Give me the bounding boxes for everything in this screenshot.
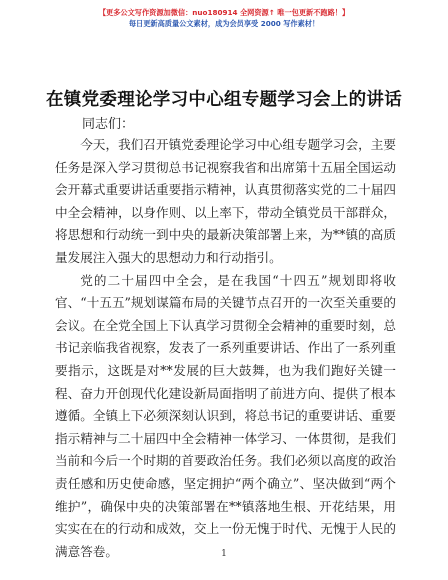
document-body [55,134,396,563]
paragraph-1: 今天，我们召开镇党委理论学习中心组专题学习会，主要任务是深入学习贯彻总书记视察我省和出席第十五届全国运动会开幕式重要讲话重要指示精神，认真贯彻落实党的二十届四中全会精神，以身作则、以上率下，带动全镇党员干部群众，将思想和行动统一到中央的最新决策部署上来，为**镇的高质量发展注入强大的思想动力和行动指引。 [55,137,396,265]
salutation: 同志们： [82,117,135,132]
promo-banner-line1: 【更多公文写作资源加微信：nuo180914 全网资源↑ 唯一包更新不跑路！】 [98,8,350,17]
promo-banner [0,7,448,29]
page-number: 1 [221,549,227,559]
paragraph-2: 党的二十届四中全会，是在我国“十四五”规划即将收官、“十五五”规划谋篇布局的关键节点召开的一次至关重要的会议。在全党全国上下认真学习贯彻全会精神的重要时刻，总书记亲临我省视察，发表了一系列重要讲话、作出了一系列重要指示，这既是对**发展的巨大鼓舞，也为我们跑好关键一程、奋力开创现代化建设新局面指明了前进方向、提供了根本遵循。全镇上下必须深刻认识到，将总书记的重要讲话、重要指示精神与二十届四中全会精神一体学习、一体贯彻，是我们当前和今后一个时期的首要政治任务。我们必须以高度的政治责任感和历史使命感，坚定拥护“两个确立”、坚决做到“两个维护”，确保中央的决策部署在**镇落地生根、开花结果，用实实在在的行动和成效，交上一份无愧于时代、无愧于人民的满意答卷。 [55,272,396,559]
promo-banner-line2: 每日更新高质量公文素材，成为会员享受 2000 写作素材！ [128,19,320,28]
document-title: 在镇党委理论学习中心组专题学习会上的讲话 [46,90,402,110]
